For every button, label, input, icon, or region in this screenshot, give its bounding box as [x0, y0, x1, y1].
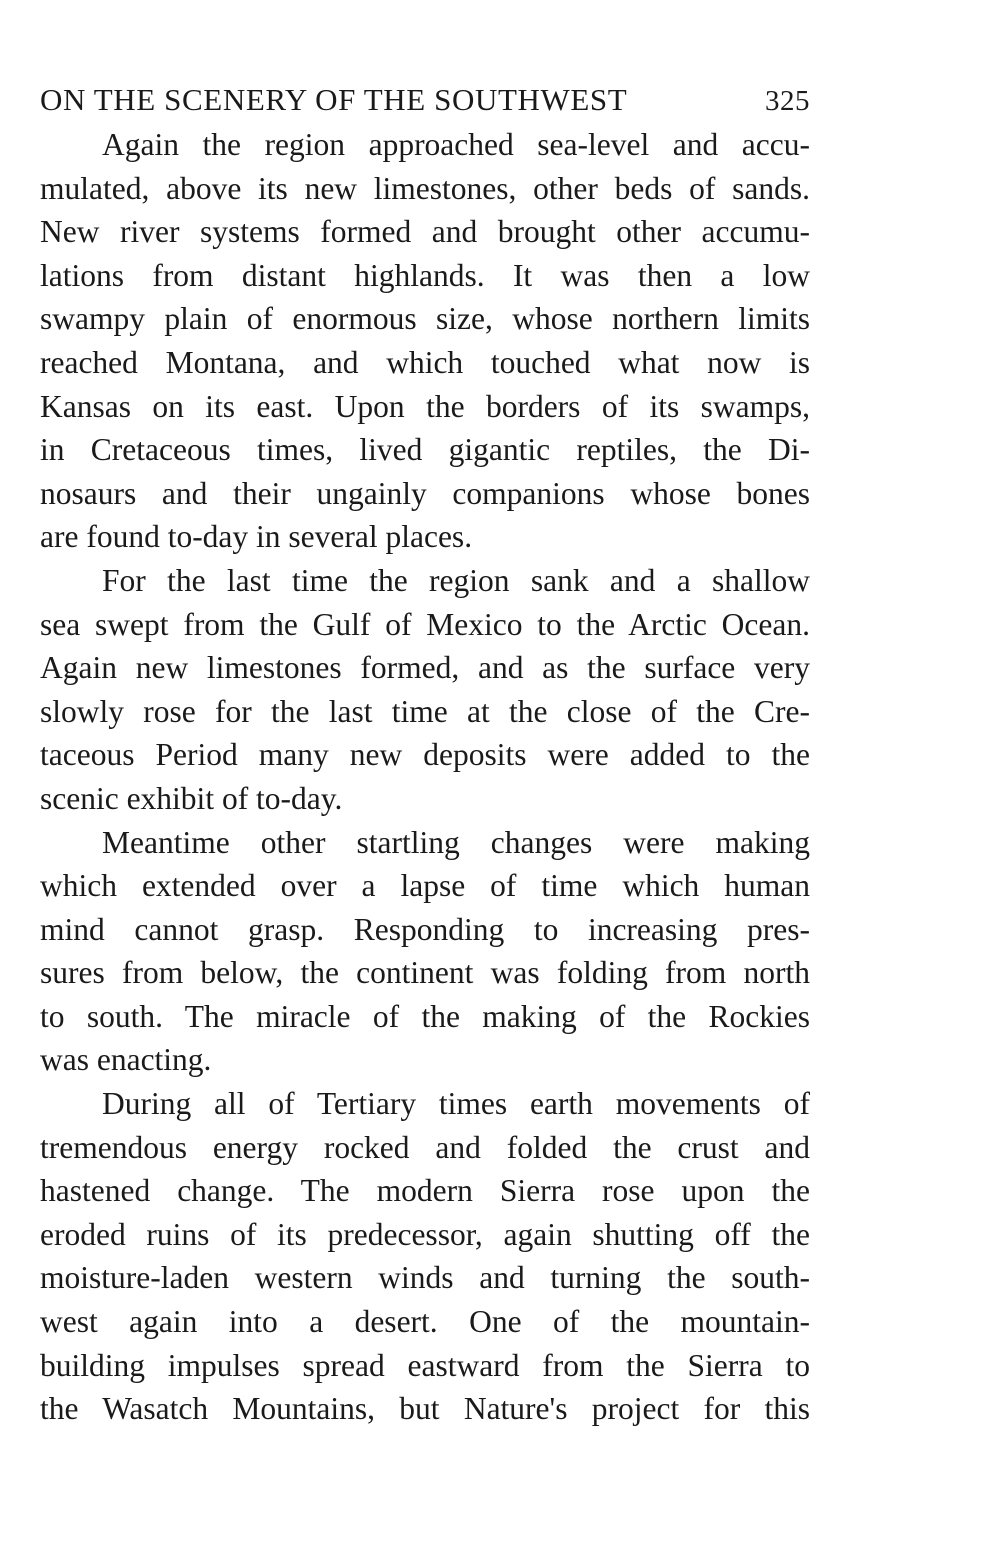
text-line: swampy plain of enormous size, whose northern limits [40, 301, 810, 337]
text-line: tremendous energy rocked and folded the crust and [40, 1129, 810, 1165]
text-line: was enacting. [40, 1042, 212, 1078]
text-line: eroded ruins of its predecessor, again shutting off the [40, 1216, 810, 1252]
text-line: the Wasatch Mountains, but Nature's project for this [40, 1391, 810, 1427]
text-line: sures from below, the continent was folding from north [40, 955, 810, 991]
text-line: hastened change. The modern Sierra rose upon the [40, 1173, 810, 1209]
text-line: Again new limestones formed, and as the surface very [40, 650, 810, 686]
paragraph-2 [40, 559, 810, 821]
text-line: building impulses spread eastward from the Sierra to [40, 1347, 810, 1383]
text-line: sea swept from the Gulf of Mexico to the Arctic Ocean. [40, 606, 810, 642]
text-line: scenic exhibit of to-day. [40, 780, 343, 816]
text-line: west again into a desert. One of the mountain- [40, 1304, 810, 1340]
book-page [40, 78, 810, 1431]
text-line: which extended over a lapse of time which human [40, 868, 810, 904]
running-head [40, 78, 810, 123]
text-line: in Cretaceous times, lived gigantic reptiles, the Di- [40, 432, 810, 468]
text-line: to south. The miracle of the making of the Rockies [40, 998, 810, 1034]
text-line: New river systems formed and brought other accumu- [40, 214, 810, 250]
text-line: Again the region approached sea-level and accu- [102, 127, 810, 162]
paragraph-3 [40, 821, 810, 1083]
text-line: During all of Tertiary times earth movements of [102, 1086, 810, 1122]
text-line: reached Montana, and which touched what now is [40, 344, 810, 380]
text-line: slowly rose for the last time at the close of the Cre- [40, 693, 810, 729]
page-number: 325 [765, 85, 810, 117]
running-head-title: ON THE SCENERY OF THE SOUTHWEST [40, 82, 628, 117]
text-line: nosaurs and their ungainly companions whose bones [40, 475, 810, 511]
text-line: mulated, above its new limestones, other beds of sands. [40, 170, 810, 206]
text-line: Kansas on its east. Upon the borders of its swamps, [40, 388, 810, 424]
text-line: mind cannot grasp. Responding to increasing pres- [40, 911, 810, 947]
text-line: For the last time the region sank and a shallow [102, 562, 810, 598]
text-line: Meantime other startling changes were making [102, 824, 810, 860]
text-line: moisture-laden western winds and turning the south- [40, 1260, 810, 1296]
text-line: taceous Period many new deposits were added to the [40, 737, 810, 773]
paragraph-4 [40, 1082, 810, 1431]
text-line: lations from distant highlands. It was then a low [40, 257, 810, 293]
paragraph-1 [40, 123, 810, 559]
text-line: are found to-day in several places. [40, 519, 473, 555]
